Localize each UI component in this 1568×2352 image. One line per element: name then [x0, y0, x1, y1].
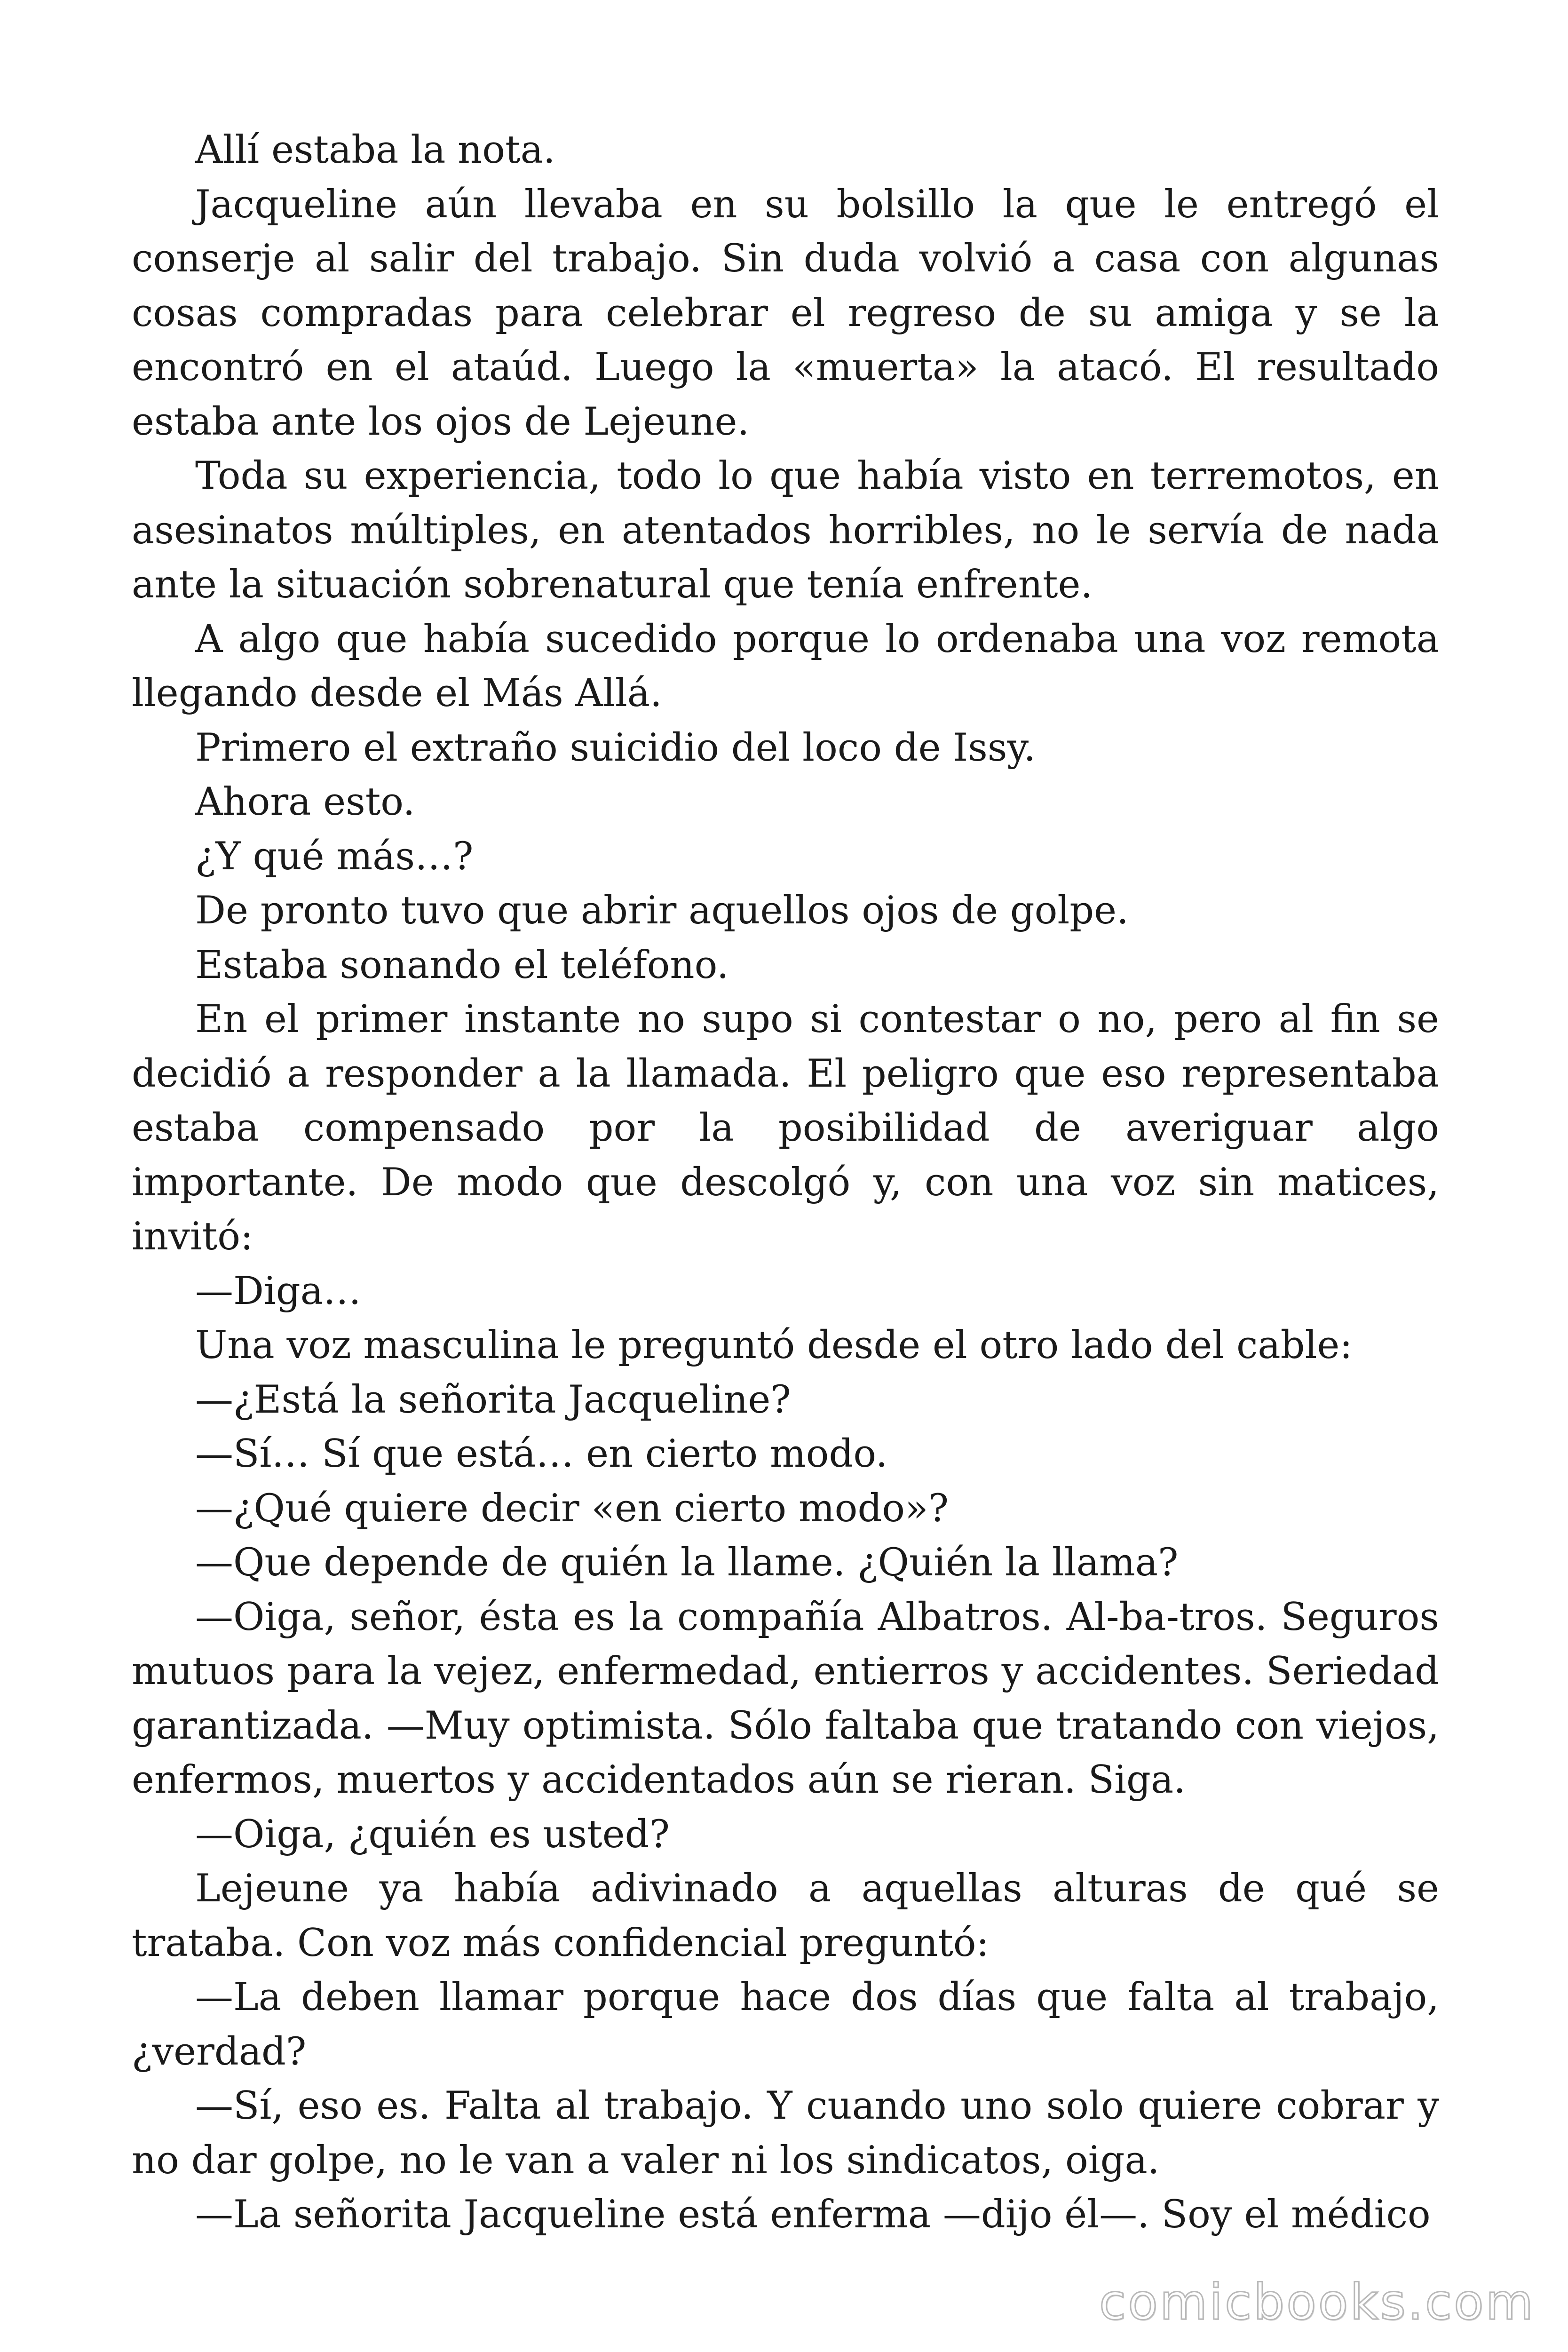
paragraph: —¿Está la señorita Jacqueline? [195, 1377, 791, 1422]
watermark-logo: comicbooks.com [1099, 2273, 1535, 2331]
paragraph: Toda su experiencia, todo lo que había visto en terremotos, en asesinatos múltiples, en atentados horribles, no le servía de nada ante la situación sobrenatural que tenía enfrente. [132, 454, 1439, 607]
paragraph: Primero el extraño suicidio del loco de Issy. [195, 725, 1036, 770]
paragraph: ¿Y qué más…? [195, 834, 474, 879]
paragraph: En el primer instante no supo si contestar o no, pero al fin se decidió a responder a la llamada. El peligro que eso representaba estaba compensado por la posibilidad de averiguar algo importante. De modo que descolgó y, con una voz sin matices, invitó: [132, 997, 1439, 1259]
paragraph: A algo que había sucedido porque lo ordenaba una voz remota llegando desde el Más Allá. [132, 617, 1439, 715]
paragraph: De pronto tuvo que abrir aquellos ojos de golpe. [195, 889, 1129, 933]
paragraph: Una voz masculina le preguntó desde el otro lado del cable: [195, 1323, 1353, 1367]
paragraph: —Oiga, ¿quién es usted? [195, 1812, 670, 1857]
paragraph: —Diga… [195, 1269, 361, 1313]
paragraph: —Sí… Sí que está… en cierto modo. [195, 1432, 888, 1476]
paragraph: —Oiga, señor, ésta es la compañía Albatros. Al-ba-tros. Seguros mutuos para la vejez, enfermedad, entierros y accidentes. Seriedad garantizada. —Muy optimista. Sólo faltaba que tratando con viejos, enfermos, muertos y accidentados aún se rieran. Siga. [132, 1595, 1439, 1802]
paragraph: —¿Qué quiere decir «en cierto modo»? [195, 1486, 949, 1531]
paragraph: Allí estaba la nota. [195, 128, 555, 172]
paragraph: —Sí, eso es. Falta al trabajo. Y cuando uno solo quiere cobrar y no dar golpe, no le van a valer ni los sindicatos, oiga. [132, 2084, 1439, 2183]
paragraph: —Que depende de quién la llame. ¿Quién la llama? [195, 1541, 1179, 1585]
paragraph: Lejeune ya había adivinado a aquellas alturas de qué se trataba. Con voz más confidencial preguntó: [132, 1867, 1439, 1965]
paragraph: Estaba sonando el teléfono. [195, 943, 729, 987]
paragraph: Ahora esto. [195, 780, 415, 824]
body-text [132, 123, 1439, 2242]
paragraph: —La deben llamar porque hace dos días que falta al trabajo, ¿verdad? [132, 1975, 1439, 2074]
paragraph: Jacqueline aún llevaba en su bolsillo la que le entregó el conserje al salir del trabajo. Sin duda volvió a casa con algunas cosas compradas para celebrar el regreso de su amiga y se la encontró en el ataúd. Luego la «muerta» la atacó. El resultado estaba ante los ojos de Lejeune. [132, 182, 1439, 444]
paragraph: —La señorita Jacqueline está enferma —dijo él—. Soy el médico [195, 2193, 1431, 2237]
